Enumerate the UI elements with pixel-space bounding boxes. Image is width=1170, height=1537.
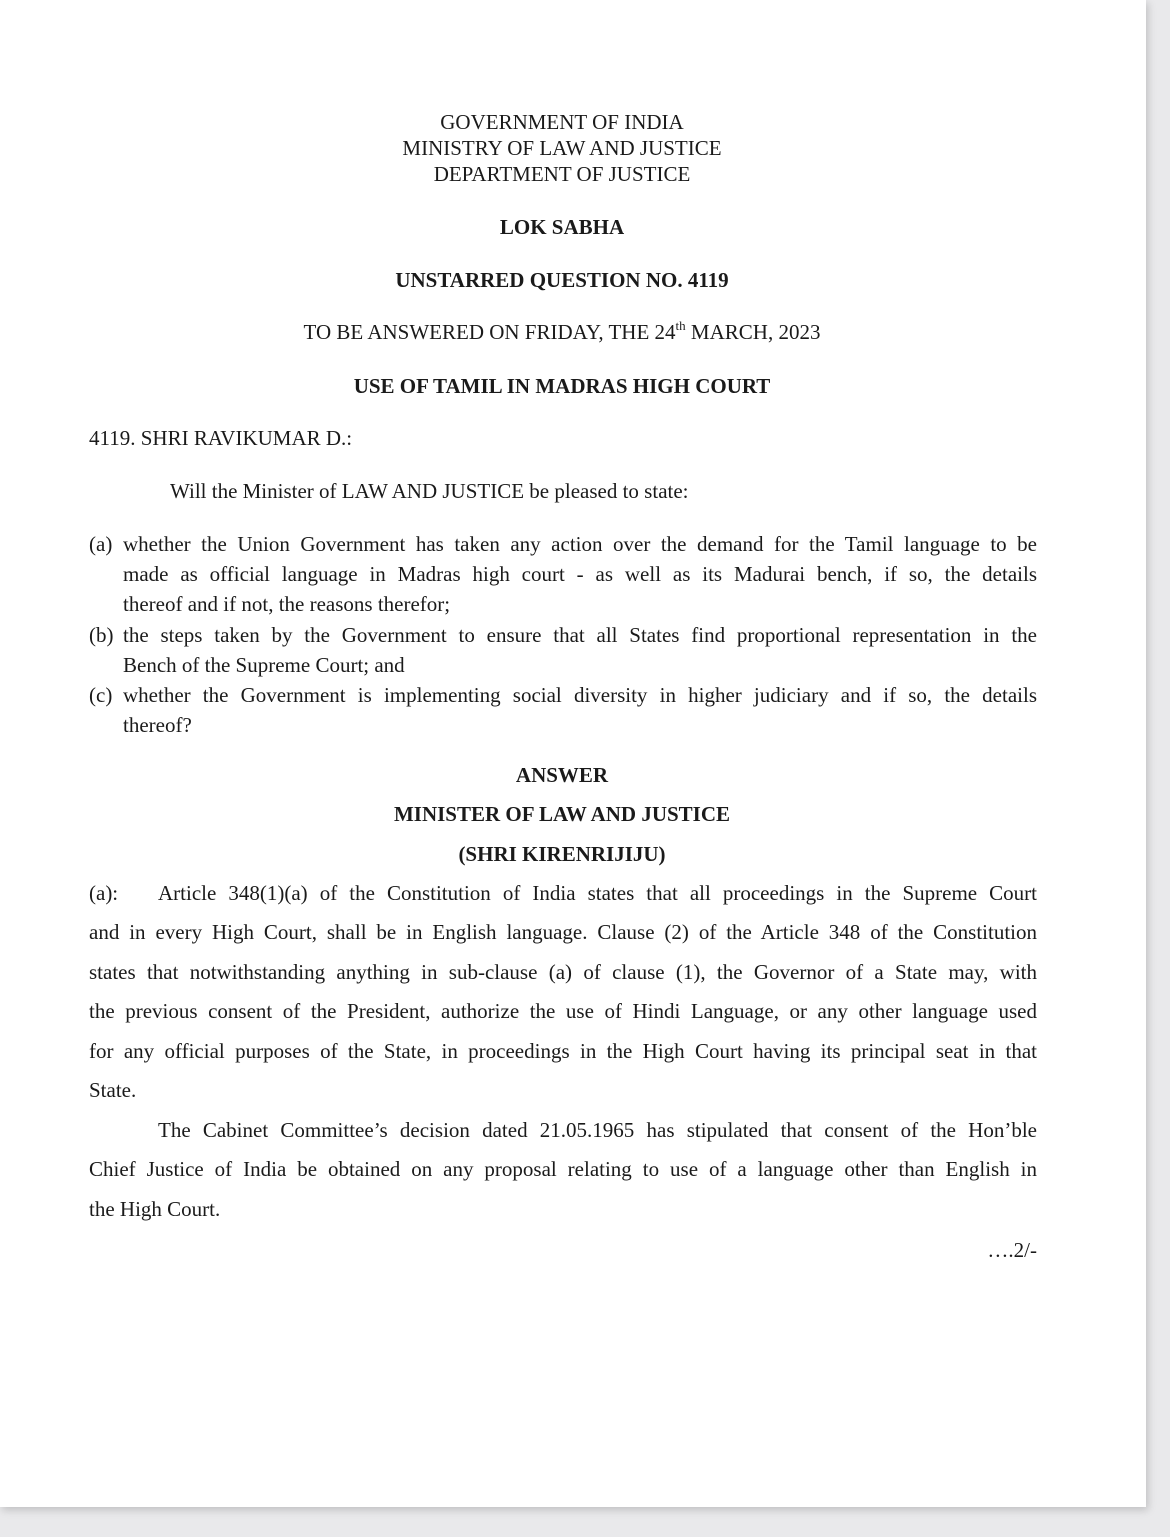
question-c-label: (c) <box>89 683 113 707</box>
answer-p1-line-5: for any official purposes of the State, in proceedings in the High Court having its principal seat in that <box>89 1039 1037 1063</box>
answer-title: ANSWER <box>515 763 609 787</box>
answer-minister-name: (SHRI KIRENRIJIJU) <box>458 842 666 866</box>
page-continuation-marker: ….2/- <box>987 1238 1037 1262</box>
answer-a-label: (a): <box>89 881 119 905</box>
question-b-line-1: the steps taken by the Government to ensure that all States find proportional representation in the <box>123 623 1037 647</box>
answer-p2-line-2: Chief Justice of India be obtained on any proposal relating to use of a language other than English in <box>89 1157 1037 1181</box>
answer-p2-line-3: the High Court. <box>89 1197 221 1221</box>
answer-p1-line-3: states that notwithstanding anything in sub-clause (a) of clause (1), the Governor of a State may, with <box>89 960 1037 984</box>
question-c-line-1: whether the Government is implementing social diversity in higher judiciary and if so, the details <box>123 683 1037 707</box>
question-intro: Will the Minister of LAW AND JUSTICE be pleased to state: <box>170 479 689 503</box>
answer-p1-line-1: Article 348(1)(a) of the Constitution of India states that all proceedings in the Supreme Court <box>158 881 1037 905</box>
answer-date <box>0 319 1124 345</box>
header-government: GOVERNMENT OF INDIA <box>440 110 684 134</box>
question-a-label: (a) <box>89 532 113 556</box>
question-b-line-2: Bench of the Supreme Court; and <box>123 653 405 677</box>
answer-minister: MINISTER OF LAW AND JUSTICE <box>393 802 731 826</box>
answer-date-prefix: TO BE ANSWERED ON FRIDAY, THE 24 <box>303 320 676 344</box>
question-a-line-1: whether the Union Government has taken any action over the demand for the Tamil language to be <box>123 532 1037 556</box>
question-a-line-2: made as official language in Madras high court - as well as its Madurai bench, if so, the details <box>123 562 1037 586</box>
question-c-line-2: thereof? <box>123 713 192 737</box>
question-a-line-3: thereof and if not, the reasons therefor; <box>123 592 451 616</box>
asked-by: 4119. SHRI RAVIKUMAR D.: <box>89 426 353 450</box>
answer-p2-line-1: The Cabinet Committee’s decision dated 21.05.1965 has stipulated that consent of the Hon’ble <box>158 1118 1037 1142</box>
subject-title: USE OF TAMIL IN MADRAS HIGH COURT <box>353 374 771 398</box>
header-ministry: MINISTRY OF LAW AND JUSTICE <box>402 136 722 160</box>
question-b-label: (b) <box>89 623 114 647</box>
answer-date-ordinal: th <box>675 318 686 333</box>
answer-p1-line-2: and in every High Court, shall be in English language. Clause (2) of the Article 348 of the Constitution <box>89 920 1037 944</box>
question-number: UNSTARRED QUESTION NO. 4119 <box>395 268 729 292</box>
answer-p1-line-6: State. <box>89 1078 137 1102</box>
answer-date-suffix: MARCH, 2023 <box>685 320 821 344</box>
house-title: LOK SABHA <box>499 215 625 239</box>
answer-p1-line-4: the previous consent of the President, authorize the use of Hindi Language, or any other language used <box>89 999 1037 1023</box>
header-department: DEPARTMENT OF JUSTICE <box>433 162 691 186</box>
